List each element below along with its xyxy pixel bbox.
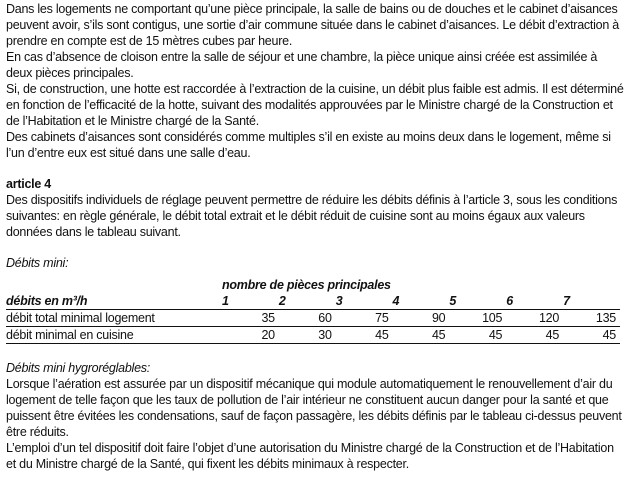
table-cell: 135 [563, 310, 620, 327]
row-label: débit minimal en cuisine [6, 327, 222, 344]
hygro-paragraph-2: L’emploi d’un tel dispositif doit faire l’objet d’une autorisation du Ministre chargé de la Construction et de l’Habitation et du Ministre chargé de la Santé, qui fixent les débits minimaux à respecter. [6, 441, 614, 471]
table-row [6, 310, 620, 327]
row-header-label: débits en m³/h [6, 293, 222, 310]
intro-paragraph-1: Dans les logements ne comportant qu’une pièce principale, la salle de bains ou de douches et le cabinet d’aisances peuvent avoir, s’ils sont contigus, une sortie d’air commune située dans le cabinet d’aisances. Le débit d’extraction à prendre en compte est de 15 mètres cubes par heure. [6, 2, 619, 48]
table-cell: 45 [393, 327, 450, 344]
intro-paragraph-4: Des cabinets d’aisances sont considérés comme multiples s’il en existe au moins deux dans le logement, même si l’un d’entre eux est situé dans une salle d’eau. [6, 130, 611, 160]
table-span-header-row [6, 277, 620, 293]
row-label: débit total minimal logement [6, 310, 222, 327]
table-cell: 35 [222, 310, 279, 327]
span-header: nombre de pièces principales [222, 278, 391, 292]
intro-paragraph-3: Si, de construction, une hotte est raccordée à l’extraction de la cuisine, un débit plus faible est admis. Il est déterminé en fonction de l’efficacité de la hotte, suivant des modalités approuvées par le Ministre chargé de la Construction et de l’Habitation et le Ministre chargé de la Santé. [6, 82, 624, 128]
table-cell: 60 [279, 310, 336, 327]
column-header: 7 [563, 293, 620, 310]
table-cell: 90 [393, 310, 450, 327]
table-cell: 45 [449, 327, 506, 344]
column-header: 6 [506, 293, 563, 310]
table-cell: 30 [279, 327, 336, 344]
column-header: 5 [449, 293, 506, 310]
column-header: 1 [222, 293, 279, 310]
table-header-row [6, 293, 620, 310]
table-cell: 45 [506, 327, 563, 344]
debits-table [6, 277, 620, 344]
table-cell: 105 [449, 310, 506, 327]
table-row [6, 327, 620, 344]
column-header: 4 [393, 293, 450, 310]
intro-section [6, 0, 624, 161]
hygro-caption: Débits mini hygroréglables: [6, 361, 151, 375]
hygro-paragraph-1: Lorsque l’aération est assurée par un dispositif mécanique qui module automatiquement le renouvellement d’air du logement de telle façon que les taux de pollution de l’air intérieur ne constituent aucun danger pour la santé et que puissent être évitées les condensations, sauf de façon passagère, les débits définis par le tableau ci-dessus peuvent être réduits. [6, 377, 622, 439]
column-header: 3 [336, 293, 393, 310]
table-cell: 75 [336, 310, 393, 327]
article-body: Des dispositifs individuels de réglage peuvent permettre de réduire les débits définis à l’article 3, sous les conditions suivantes: en règle générale, le débit total extrait et le débit réduit de cuisine sont au moins égaux aux valeurs données dans le tableau suivant. [6, 193, 618, 239]
table-cell: 20 [222, 327, 279, 344]
article-title: article 4 [6, 177, 52, 191]
intro-paragraph-2: En cas d’absence de cloison entre la salle de séjour et une chambre, la pièce unique ainsi créée est assimilée à deux pièces principales. [6, 50, 598, 80]
table-cell: 120 [506, 310, 563, 327]
table-caption: Débits mini: [6, 256, 69, 270]
table-cell: 45 [563, 327, 620, 344]
column-header: 2 [279, 293, 336, 310]
table-cell: 45 [336, 327, 393, 344]
